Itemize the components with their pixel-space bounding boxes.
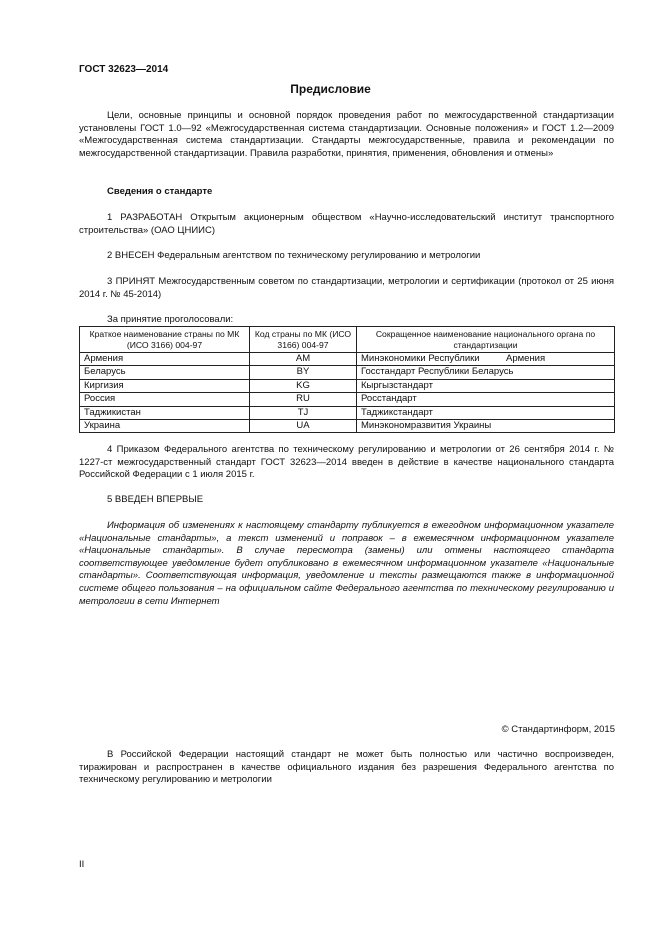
table-cell: Росстандарт (357, 393, 615, 406)
item-first-introduced: 5 ВВЕДЕН ВПЕРВЫЕ (107, 494, 204, 505)
countries-table (79, 326, 615, 433)
page-title: Предисловие (290, 82, 371, 96)
table-header-row (80, 327, 615, 353)
table-cell: UA (250, 420, 357, 433)
table-cell: Беларусь (80, 366, 250, 379)
intro-paragraph: Цели, основные принципы и основной порядок проведения работ по межгосударственной стандартизации установлены ГОСТ 1.0—92 «Межгосударственная система стандартизации. Основные положения» и ГОСТ 1.2—2009 «Межгосударственная система стандартизации. Стандарты межгосударственные, правила и рекомендации по межгосударственной стандартизации. Правила разработки, принятия, применения, обновления и отмены» (79, 110, 614, 159)
table-cell: Кыргызстандарт (357, 379, 615, 392)
table-row (80, 353, 615, 366)
table-cell: BY (250, 366, 357, 379)
page-number: II (79, 859, 85, 870)
table-cell: Киргизия (80, 379, 250, 392)
column-header: Код страны по МК (ИСО 3166) 004-97 (250, 327, 357, 353)
table-cell: Госстандарт Республики Беларусь (357, 366, 615, 379)
table-cell: KG (250, 379, 357, 392)
table-cell: Минэкономразвития Украины (357, 420, 615, 433)
standard-number: ГОСТ 32623—2014 (79, 64, 169, 75)
table-cell: RU (250, 393, 357, 406)
table-cell: TJ (250, 406, 357, 419)
table-row (80, 420, 615, 433)
about-heading: Сведения о стандарте (107, 186, 213, 197)
table-row (80, 393, 615, 406)
table-cell: Россия (80, 393, 250, 406)
table-cell: AM (250, 353, 357, 366)
table-row (80, 406, 615, 419)
copyright: © Стандартинформ, 2015 (501, 724, 615, 735)
table-cell: Таджикстандарт (357, 406, 615, 419)
votes-label: За принятие проголосовали: (107, 314, 234, 325)
column-header: Краткое наименование страны по МК (ИСО 3166) 004-97 (80, 327, 250, 353)
table-cell: Таджикистан (80, 406, 250, 419)
changes-info-notice: Информация об изменениях к настоящему стандарту публикуется в ежегодном информационном указателе «Национальные стандарты», а текст изменений и поправок – в ежемесячном информационном указателе «Национальные стандарты». В случае пересмотра (замены) или отмены настоящего стандарта соответствующее уведомление будет опубликовано в ежемесячном информационном указателе «Национальные стандарты». Соответствующая информация, уведомление и тексты размещаются также в информационной системе общего пользования – на официальном сайте Федерального агентства по техническому регулированию и метрологии в сети Интернет (79, 520, 614, 607)
table-row (80, 366, 615, 379)
table-cell: Минэкономики Республики Армения (357, 353, 615, 366)
item-order: 4 Приказом Федерального агентства по техническому регулированию и метрологии от 26 сентября 2014 г. № 1227-ст межгосударственный стандарт ГОСТ 32623—2014 введен в действие в качестве национального стандарта Российской Федерации с 1 июля 2015 г. (79, 444, 614, 481)
table-row (80, 379, 615, 392)
item-introduced: 2 ВНЕСЕН Федеральным агентством по техническому регулированию и метрологии (107, 250, 481, 261)
table-cell: Украина (80, 420, 250, 433)
column-header: Сокращенное наименование национального органа по стандартизации (357, 327, 615, 353)
table-cell: Армения (80, 353, 250, 366)
item-developed: 1 РАЗРАБОТАН Открытым акционерным обществом «Научно-исследовательский институт транспортного строительства» (ОАО ЦНИИС) (79, 212, 614, 236)
item-adopted: 3 ПРИНЯТ Межгосударственным советом по стандартизации, метрологии и сертификации (протокол от 25 июня 2014 г. № 45-2014) (79, 276, 614, 300)
legal-notice: В Российской Федерации настоящий стандарт не может быть полностью или частично воспроизведен, тиражирован и распространен в качестве официального издания без разрешения Федерального агентства по техническому регулированию и метрологии (79, 749, 614, 786)
